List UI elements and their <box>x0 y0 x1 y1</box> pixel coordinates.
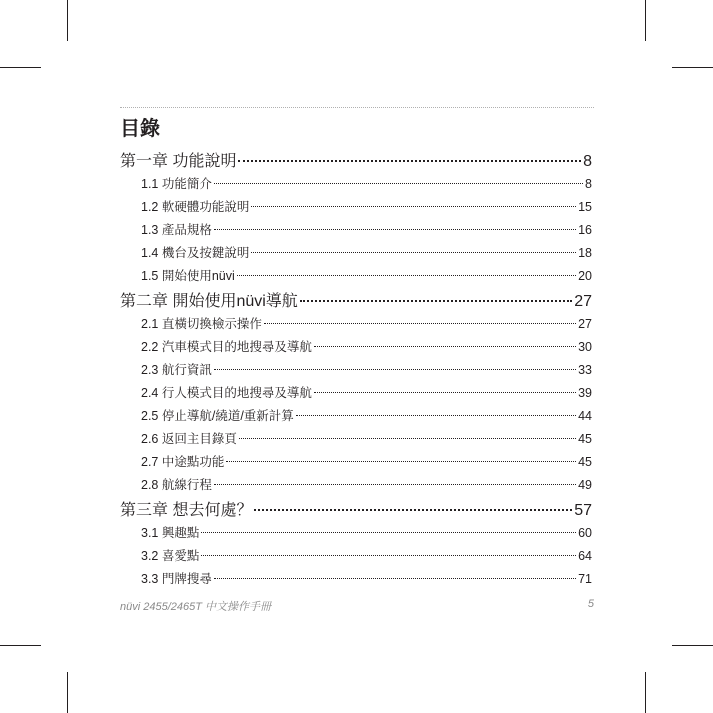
toc-entry-page: 71 <box>578 572 592 586</box>
toc-leader-dots <box>251 240 576 254</box>
toc-entry-page: 64 <box>578 549 592 563</box>
page-number: 5 <box>587 598 594 610</box>
toc-leader-dots <box>214 171 583 185</box>
toc-section-entry[interactable] <box>120 568 592 591</box>
toc-chapter-entry[interactable] <box>120 288 592 313</box>
toc-entry-label: 2.2 汽車模式目的地搜尋及導航 <box>141 340 312 354</box>
toc-entry-label: 3.1 興趣點 <box>141 526 200 540</box>
toc-entry-label: 1.3 產品規格 <box>141 223 212 237</box>
toc-leader-dots <box>264 311 576 325</box>
toc-entry-page: 16 <box>578 223 592 237</box>
toc-entry-page: 60 <box>578 526 592 540</box>
toc-entry-label: 1.1 功能簡介 <box>141 177 212 191</box>
toc-entry-page: 45 <box>578 432 592 446</box>
toc-entry-label: 2.5 停止導航/繞道/重新計算 <box>141 409 294 423</box>
crop-mark-bottom-right-h <box>672 645 713 646</box>
toc-entry-label: 2.8 航線行程 <box>141 478 212 492</box>
toc-leader-dots <box>251 194 576 208</box>
toc-entry-page: 49 <box>578 478 592 492</box>
toc-entry-label: 2.7 中途點功能 <box>141 455 225 469</box>
crop-mark-top-left-h <box>0 67 41 68</box>
toc-entry-page: 39 <box>578 386 592 400</box>
crop-mark-bottom-left <box>67 672 68 713</box>
toc-entry-page: 8 <box>585 177 592 191</box>
toc-entry-page: 18 <box>578 246 592 260</box>
page-footer <box>120 598 594 614</box>
toc-chapter-entry[interactable] <box>120 497 592 522</box>
toc-leader-dots <box>314 380 576 394</box>
toc-entry-label: 2.1 直橫切換檢示操作 <box>141 317 262 331</box>
toc-entry-label: 1.2 軟硬體功能說明 <box>141 200 250 214</box>
table-of-contents <box>120 148 592 591</box>
toc-entry-page: 44 <box>578 409 592 423</box>
toc-entry-page: 45 <box>578 455 592 469</box>
toc-entry-label: 2.4 行人模式目的地搜尋及導航 <box>141 386 312 400</box>
toc-entry-label: 2.3 航行資訊 <box>141 363 212 377</box>
toc-entry-page: 27 <box>578 317 592 331</box>
toc-entry-label: 1.4 機台及按鍵說明 <box>141 246 250 260</box>
header-divider <box>120 107 594 108</box>
toc-entry-label: 第三章 想去何處？ <box>120 502 253 519</box>
toc-entry-label: 第一章 功能說明 <box>120 153 237 170</box>
toc-entry-page: 30 <box>578 340 592 354</box>
crop-mark-top-right-h <box>672 67 713 68</box>
toc-leader-dots <box>254 493 572 511</box>
toc-chapter-entry[interactable] <box>120 148 592 173</box>
toc-entry-label: 第二章 開始使用nüvi導航 <box>120 293 298 310</box>
toc-leader-dots <box>201 520 576 534</box>
toc-leader-dots <box>314 334 576 348</box>
toc-leader-dots <box>238 144 581 162</box>
toc-leader-dots <box>296 403 576 417</box>
toc-leader-dots <box>237 263 576 277</box>
toc-title: 目錄 <box>120 118 160 140</box>
toc-leader-dots <box>214 566 576 580</box>
toc-entry-page: 33 <box>578 363 592 377</box>
toc-leader-dots <box>300 284 572 302</box>
crop-mark-top-left <box>67 0 68 41</box>
toc-entry-page: 20 <box>578 269 592 283</box>
toc-entry-label: 1.5 開始使用nüvi <box>141 269 235 283</box>
toc-entry-label: 3.2 喜愛點 <box>141 549 200 563</box>
toc-leader-dots <box>201 543 576 557</box>
toc-entry-page: 15 <box>578 200 592 214</box>
toc-leader-dots <box>239 426 576 440</box>
toc-entry-page: 8 <box>583 153 592 170</box>
toc-leader-dots <box>226 449 576 463</box>
toc-entry-page: 57 <box>574 502 592 519</box>
manual-title: nüvi 2455/2465T 中文操作手冊 <box>120 601 272 613</box>
toc-entry-page: 27 <box>574 293 592 310</box>
toc-leader-dots <box>214 357 576 371</box>
toc-entry-label: 3.3 門牌搜尋 <box>141 572 212 586</box>
toc-leader-dots <box>214 472 576 486</box>
toc-leader-dots <box>214 217 576 231</box>
crop-mark-top-right <box>645 0 646 41</box>
crop-mark-bottom-right <box>645 672 646 713</box>
toc-entry-label: 2.6 返回主目錄頁 <box>141 432 237 446</box>
crop-mark-bottom-left-h <box>0 645 41 646</box>
